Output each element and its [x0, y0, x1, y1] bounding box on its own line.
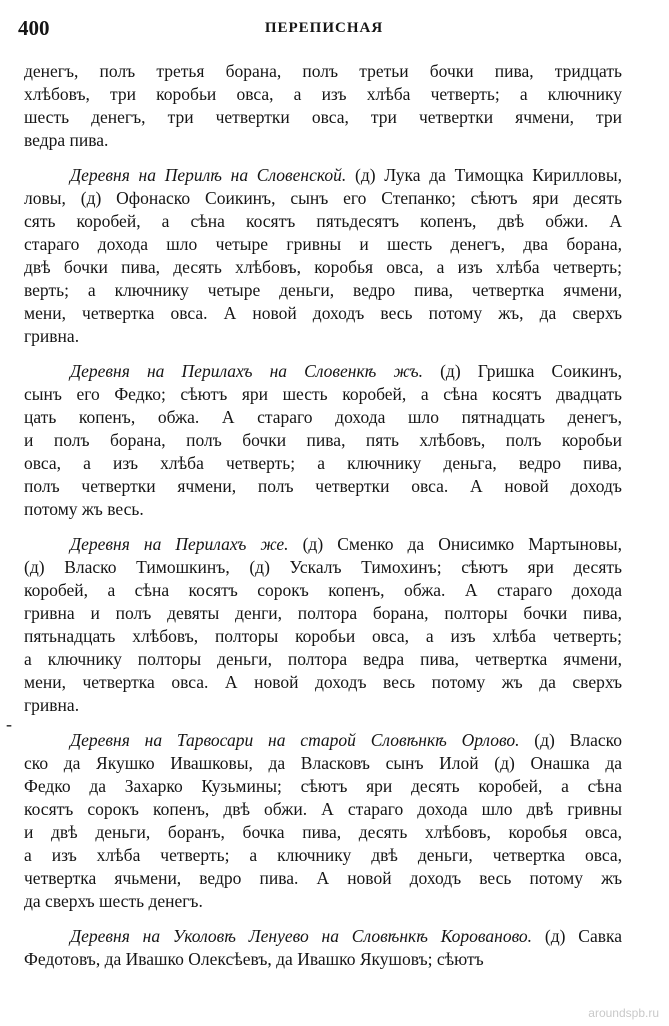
text-line [24, 383, 622, 406]
line-text: шесть денегъ, три четвертки овса, три четвертки ячмени, три [24, 107, 622, 127]
text-line [24, 648, 622, 671]
line-text: мени, четвертка овса. А новой доходъ весь потому жъ да сверхъ [24, 672, 622, 692]
line-text: ско да Якушко Ивашковы, да Власковъ сынъ Илой (д) Онашка да [24, 753, 622, 773]
text-line [24, 302, 622, 325]
text-line [24, 187, 622, 210]
line-text: Федко да Захарко Кузьмины; сѣютъ яри десять коробей, а сѣна [24, 776, 622, 796]
village-heading: Деревня на Тарвосари на старой Словѣнкѣ Орлово. [70, 730, 520, 750]
line-text: (д) Лука да Тимощка Кирилловы, [346, 165, 622, 185]
page-number: 400 [18, 16, 50, 40]
paragraph [24, 164, 622, 348]
text-line [24, 325, 622, 348]
line-text: (д) Савка [532, 926, 622, 946]
text-line [24, 867, 622, 890]
line-text: овса, а изъ хлѣба четверть; а ключнику деньга, ведро пива, [24, 453, 622, 473]
text-line [24, 625, 622, 648]
text-line [24, 775, 622, 798]
text-line [24, 533, 622, 556]
text-line [24, 729, 622, 752]
text-line [24, 844, 622, 867]
line-text: четвертка ячьмени, ведро пива. А новой доходъ весь потому жъ [24, 868, 622, 888]
margin-mark: - [6, 714, 12, 734]
text-line [24, 233, 622, 256]
village-heading: Деревня на Перилахъ на Словенкѣ жъ. [70, 361, 423, 381]
line-text: коробей, а сѣна косятъ сорокъ копенъ, обжа. А стараго дохода [24, 580, 622, 600]
line-text: сять коробей, а сѣна косятъ пятьдесятъ копенъ, двѣ обжи. А [24, 211, 622, 231]
watermark: aroundspb.ru [588, 1006, 659, 1020]
line-text: цать копенъ, обжа. А стараго дохода шло пятнадцать денегъ, [24, 407, 622, 427]
text-line [24, 602, 622, 625]
line-text: гривна и полъ девяты денги, полтора борана, полторы бочки пива, [24, 603, 622, 623]
line-text: и двѣ деньги, боранъ, бочка пива, десять хлѣбовъ, коробья овса, [24, 822, 622, 842]
text-line [24, 60, 622, 83]
line-text: (д) Сменко да Онисимко Мартыновы, [288, 534, 622, 554]
village-heading: Деревня на Перилѣ на Словенской. [70, 165, 347, 185]
page-header [18, 14, 630, 44]
paragraph [24, 360, 622, 521]
text-line [24, 475, 622, 498]
text-line [24, 890, 622, 913]
line-text: а изъ хлѣба четверть; а ключнику двѣ деньги, четвертка овса, [24, 845, 622, 865]
line-text: верть; а ключнику четыре деньги, ведро пива, четвертка ячмени, [24, 280, 622, 300]
line-text: а ключнику полторы деньги, полтора ведра пива, четвертка ячмени, [24, 649, 622, 669]
line-text: ловы, (д) Офонаско Соикинъ, сынъ его Степанко; сѣютъ яри десять [24, 188, 622, 208]
text-line [24, 579, 622, 602]
line-text: (д) Власко [519, 730, 622, 750]
text-line [24, 106, 622, 129]
village-heading: Деревня на Уколовѣ Ленуево на Словѣнкѣ Корованово. [70, 926, 533, 946]
line-text: и полъ борана, полъ бочки пива, пять хлѣбовъ, полъ коробьи [24, 430, 622, 450]
village-heading: Деревня на Перилахъ же. [70, 534, 289, 554]
line-text: косятъ сорокъ копенъ, двѣ обжи. А стараго дохода шло двѣ гривны [24, 799, 622, 819]
text-line [24, 925, 622, 948]
line-text: двѣ бочки пива, десять хлѣбовъ, коробья овса, а изъ хлѣба четверть; [24, 257, 622, 277]
paragraph [24, 60, 622, 152]
paragraph [24, 533, 622, 717]
line-text: хлѣбовъ, три коробьи овса, а изъ хлѣба четверть; а ключнику [24, 84, 622, 104]
line-text: денегъ, полъ третья борана, полъ третьи бочки пива, тридцать [24, 61, 622, 81]
line-text: пятьнадцать хлѣбовъ, полторы коробьи овса, а изъ хлѣба четверть; [24, 626, 622, 646]
line-text: гривна. [24, 326, 80, 346]
text-line [24, 429, 622, 452]
line-text: потому жъ весь. [24, 499, 144, 519]
text-line [24, 256, 622, 279]
text-line [24, 798, 622, 821]
text-line [24, 360, 622, 383]
text-line [24, 210, 622, 233]
line-text: да сверхъ шесть денегъ. [24, 891, 203, 911]
text-line [24, 694, 622, 717]
paragraph [24, 729, 622, 913]
running-title: ПЕРЕПИСНАЯ [264, 20, 384, 36]
text-line [24, 406, 622, 429]
text-line [24, 671, 622, 694]
text-line [24, 498, 622, 521]
paragraph [24, 925, 622, 971]
text-line [24, 948, 622, 971]
line-text: полъ четвертки ячмени, полъ четвертки овса. А новой доходъ [24, 476, 622, 496]
line-text: ведра пива. [24, 130, 109, 150]
line-text: (д) Власко Тимошкинъ, (д) Ускалъ Тимохинъ; сѣютъ яри десять [24, 557, 622, 577]
line-text: стараго дохода шло четыре гривны и шесть денегъ, два борана, [24, 234, 622, 254]
text-line [24, 752, 622, 775]
body-text [24, 60, 622, 983]
line-text: мени, четвертка овса. А новой доходъ весь потому жъ, да сверхъ [24, 303, 622, 323]
text-line [24, 556, 622, 579]
line-text: сынъ его Федко; сѣютъ яри шесть коробей, а сѣна косятъ двадцать [24, 384, 622, 404]
text-line [24, 279, 622, 302]
text-line [24, 83, 622, 106]
line-text: гривна. [24, 695, 80, 715]
text-line [24, 452, 622, 475]
line-text: (д) Гришка Соикинъ, [422, 361, 622, 381]
text-line [24, 129, 622, 152]
text-line [24, 821, 622, 844]
text-line [24, 164, 622, 187]
line-text: Федотовъ, да Ивашко Олексѣевъ, да Ивашко Якушовъ; сѣютъ [24, 949, 484, 969]
